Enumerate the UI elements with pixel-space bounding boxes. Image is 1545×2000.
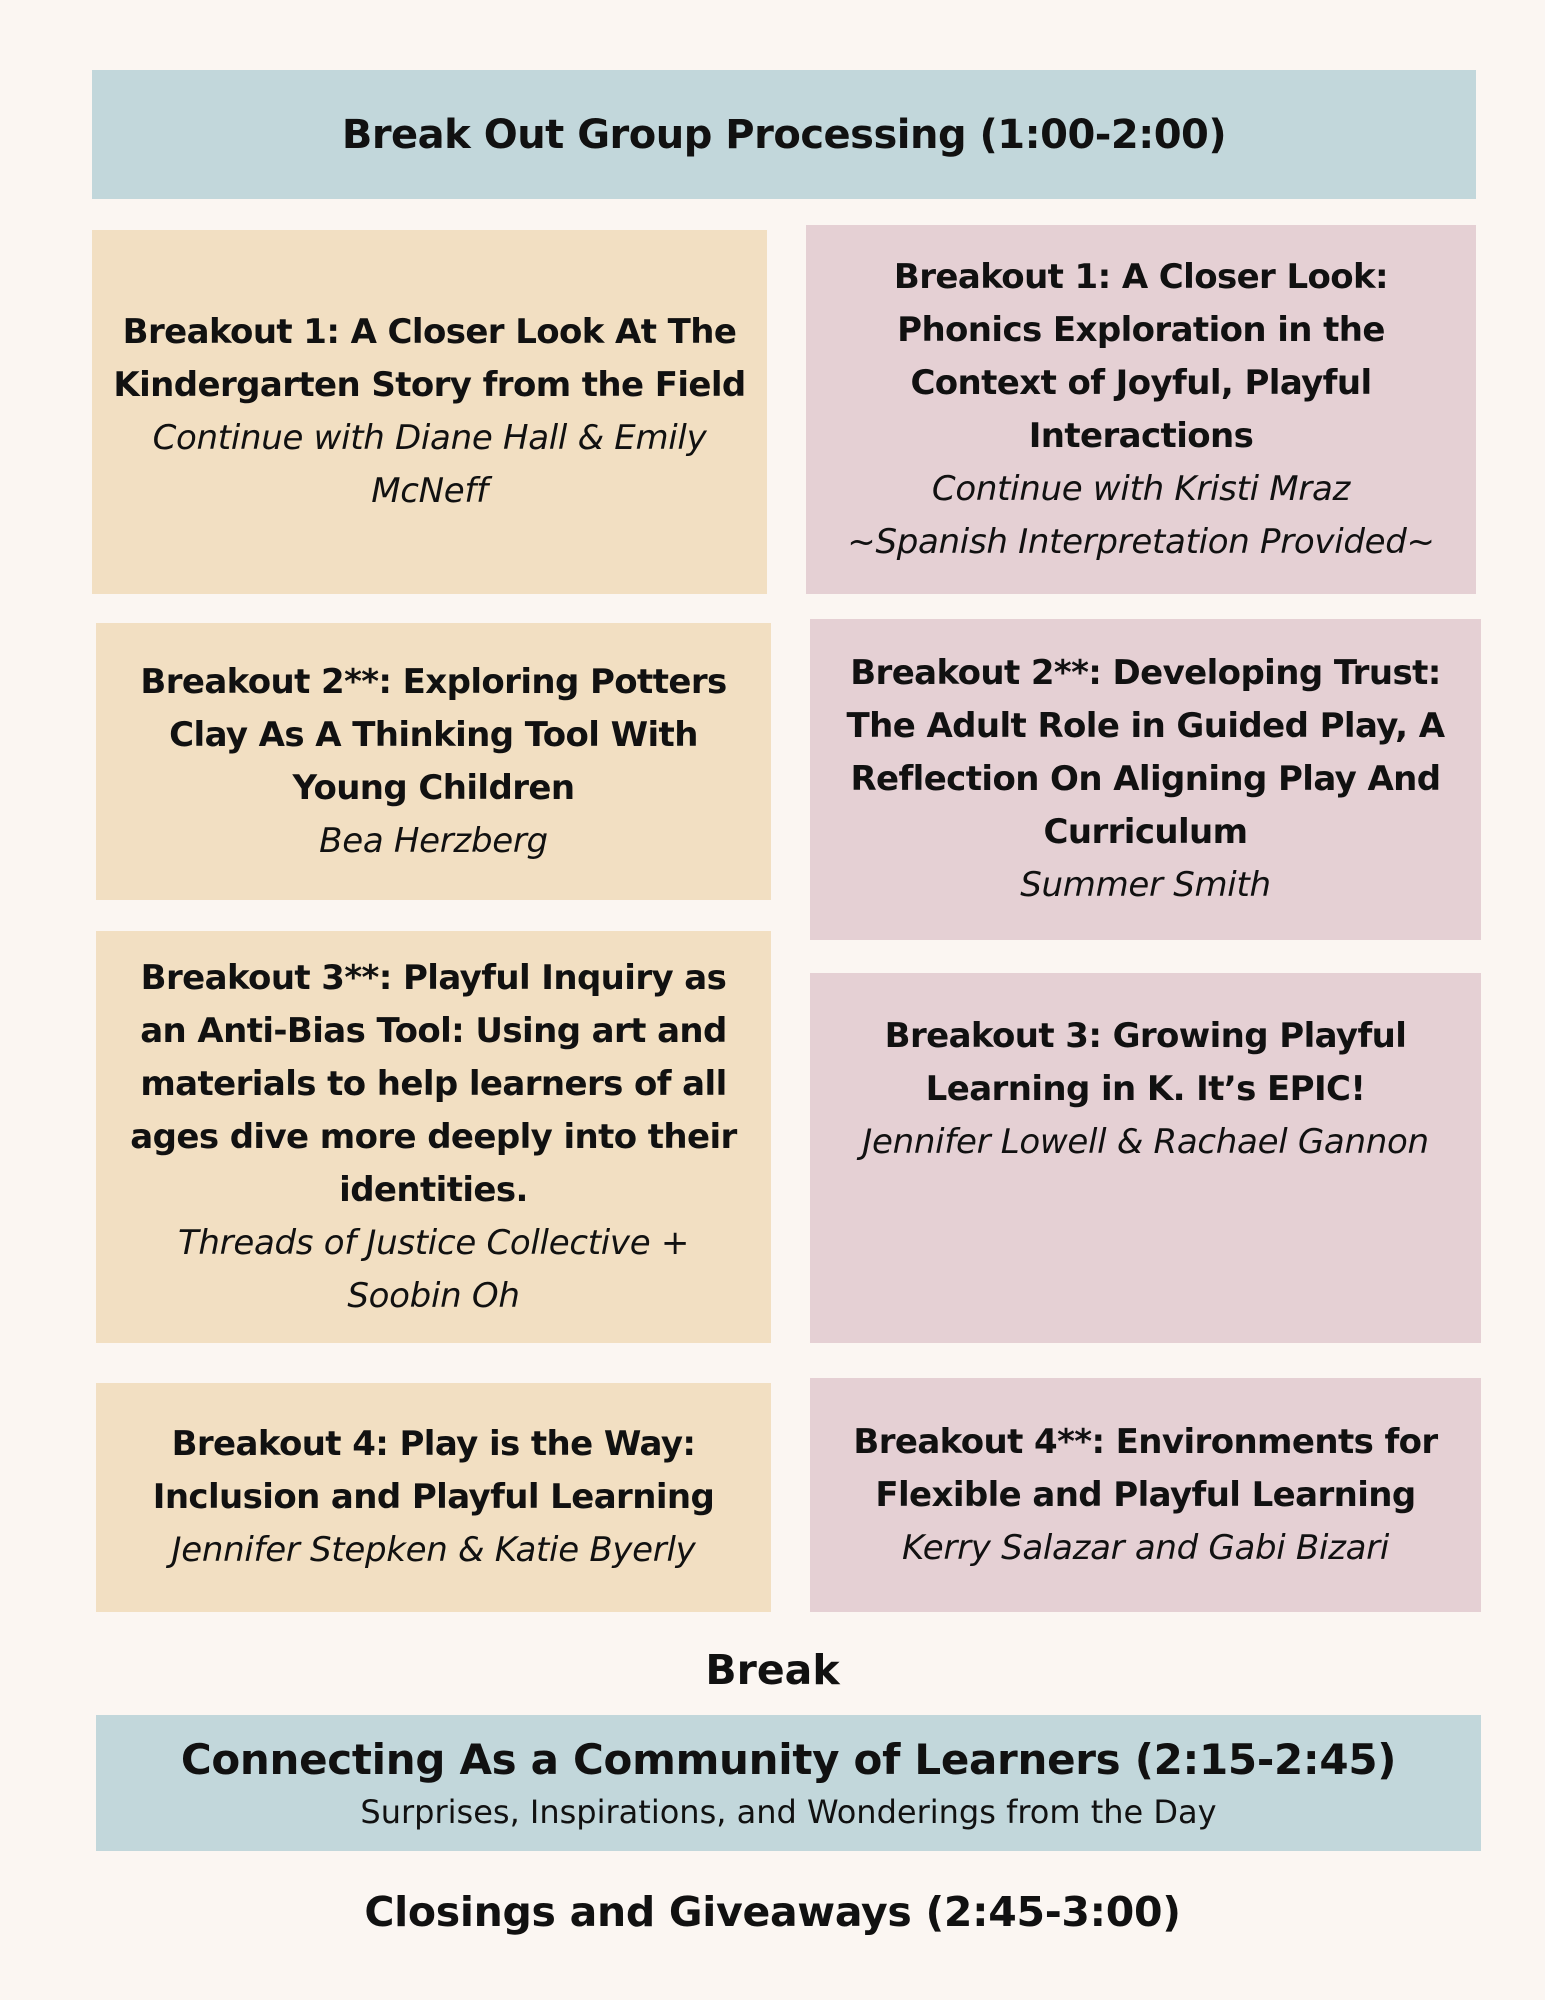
title-line: Breakout 4**: Environments for <box>853 1421 1438 1462</box>
title-line: Breakout 4: Play is the Way: <box>171 1424 696 1464</box>
breakout-presenter <box>178 1217 689 1323</box>
title-line: ages dive more deeply into their <box>130 1116 737 1157</box>
title-line: Curriculum <box>1043 812 1248 852</box>
presenter-line: Threads of Justice Collective + <box>177 1222 690 1263</box>
breakout-presenter <box>172 1524 696 1577</box>
title-line: Kindergarten Story from the Field <box>113 365 746 405</box>
title-line: Young Children <box>292 767 575 808</box>
presenter-line: Jennifer Stepken & Katie Byerly <box>171 1530 696 1570</box>
community-session <box>96 1715 1481 1851</box>
title-line: Flexible and Playful Learning <box>875 1474 1416 1515</box>
breakout-card-left-4 <box>96 1383 771 1612</box>
closing-label: Closings and Giveaways (2:45-3:00) <box>364 1888 1181 1936</box>
presenter-line: Summer Smith <box>1020 865 1271 905</box>
breakout-presenter <box>902 1522 1389 1575</box>
title-line: Breakout 2**: Developing Trust: <box>850 653 1441 693</box>
breakout-title <box>894 251 1388 463</box>
title-line: Context of Joyful, Playful <box>910 362 1372 403</box>
presenter-line: Bea Herzberg <box>319 820 548 861</box>
break-label: Break <box>705 1646 840 1694</box>
breakout-card-right-3 <box>810 973 1481 1343</box>
breakout-card-left-3 <box>96 931 771 1343</box>
presenter-line: Kerry Salazar and Gabi Bizari <box>901 1527 1390 1568</box>
title-line: Reflection On Aligning Play And <box>850 759 1441 799</box>
presenter-line: Continue with Kristi Mraz <box>931 468 1351 509</box>
breakout-title <box>885 1010 1407 1116</box>
title-line: Breakout 2**: Exploring Potters <box>140 661 727 702</box>
breakout-card-right-2 <box>810 619 1481 940</box>
presenter-line: Soobin Oh <box>347 1275 520 1316</box>
title-line: Phonics Exploration in the <box>897 309 1385 350</box>
breakout-presenter <box>847 463 1434 569</box>
presenter-line: McNeff <box>371 471 488 511</box>
title-line: an Anti-Bias Tool: Using art and <box>140 1010 727 1051</box>
title-line: The Adult Role in Guided Play, A <box>846 706 1445 746</box>
breakout-title <box>113 306 745 412</box>
title-line: Inclusion and Playful Learning <box>152 1477 715 1517</box>
title-line: identities. <box>339 1169 528 1210</box>
breakout-card-right-1 <box>806 225 1476 594</box>
breakout-title <box>130 952 736 1217</box>
presenter-line: Jennifer Lowell & Rachael Gannon <box>862 1122 1429 1162</box>
community-title: Connecting As a Community of Learners (2:15-2:45) <box>180 1735 1397 1784</box>
session-header <box>92 70 1476 199</box>
breakout-title <box>153 1418 714 1524</box>
title-line: materials to help learners of all <box>140 1063 727 1104</box>
breakout-presenter <box>153 412 707 518</box>
title-line: Breakout 3: Growing Playful <box>884 1016 1407 1056</box>
breakout-title <box>140 656 726 815</box>
breakout-title <box>847 647 1445 859</box>
breakout-presenter <box>1020 859 1271 912</box>
title-line: Learning in K. It’s EPIC! <box>925 1069 1366 1109</box>
session-title: Break Out Group Processing (1:00-2:00) <box>341 111 1227 158</box>
breakout-card-right-4 <box>810 1378 1481 1612</box>
community-subtitle: Surprises, Inspirations, and Wonderings from the Day <box>360 1793 1217 1831</box>
title-line: Clay As A Thinking Tool With <box>169 714 698 755</box>
breakout-card-left-1 <box>92 230 767 594</box>
breakout-title <box>853 1416 1437 1522</box>
breakout-presenter <box>862 1116 1428 1169</box>
title-line: Breakout 1: A Closer Look At The <box>122 312 737 352</box>
presenter-line: ~Spanish Interpretation Provided~ <box>847 521 1435 562</box>
title-line: Interactions <box>1028 415 1254 456</box>
breakout-card-left-2 <box>96 623 771 900</box>
title-line: Breakout 1: A Closer Look: <box>893 256 1389 297</box>
title-line: Breakout 3**: Playful Inquiry as <box>140 957 727 998</box>
presenter-line: Continue with Diane Hall & Emily <box>152 418 707 458</box>
breakout-presenter <box>319 815 548 868</box>
